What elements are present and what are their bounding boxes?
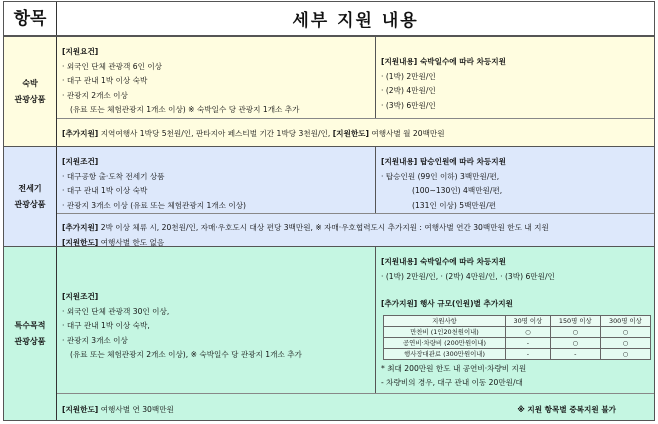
condition-note: (유료 또는 체험관광지 2개소 이상), ※ 숙박일수 당 관광지 1개소 추가 xyxy=(70,350,302,359)
table-cell: 행사장대관료 (300만원이내) xyxy=(384,348,506,359)
support-item: · 탑승인원 (99인 이하) 3백만원/편, xyxy=(381,171,500,181)
extra-cell xyxy=(57,121,654,148)
support-heading: 숙박일수에 따라 차등지원 xyxy=(417,257,506,266)
col-header: 30명 이상 xyxy=(506,315,551,326)
table-cell: ○ xyxy=(506,326,551,337)
condition-item: · 대구 관내 1박 이상 숙박 xyxy=(62,76,148,85)
category-line1: 특수목적 xyxy=(14,320,46,330)
extra-support-tag: [추가지원] xyxy=(381,299,418,308)
condition-item: · 관광지 3개소 이상 xyxy=(62,335,128,345)
col-header: 지원사항 xyxy=(384,315,506,326)
category-line1: 숙박 xyxy=(22,78,38,88)
category-line1: 전세기 xyxy=(18,183,42,193)
table-cell: - xyxy=(550,348,600,359)
support-note: * 최대 200만원 한도 내 공연비·차량비 지원 xyxy=(381,363,527,373)
support-cell xyxy=(376,49,654,119)
condition-item: · 외국인 단체 관광객 6인 이상 xyxy=(62,61,163,71)
row-lodging-tour xyxy=(4,37,654,147)
extra-support-heading: 행사 규모(인원)별 추가지원 xyxy=(417,299,513,308)
event-size-table xyxy=(383,315,651,360)
extra-tag: [추가지원] xyxy=(62,129,99,138)
header-title: 세부 지원 내용 xyxy=(292,11,419,31)
conditions-cell xyxy=(57,39,375,124)
category-special xyxy=(4,247,57,420)
limit-text: 여행사별 연 30백만원 xyxy=(98,405,174,414)
header-category-label: 항목 xyxy=(4,2,57,35)
table-header xyxy=(4,2,654,37)
row-divider xyxy=(57,213,654,214)
condition-note: (유료 또는 체험관광지 1개소 이상) ※ 숙박일수 당 관광지 1개소 추가 xyxy=(70,105,300,114)
limit-tag: [지원한도] xyxy=(332,129,369,138)
conditions-heading: [지원조건] xyxy=(62,292,99,301)
limit-text: 여행사별 월 20백만원 xyxy=(368,129,445,138)
condition-item: · 대구 관내 1박 이상 숙박, xyxy=(62,321,150,330)
table-cell: ○ xyxy=(600,326,650,337)
condition-item: · 대구공항 출·도착 전세기 상품 xyxy=(62,171,165,181)
support-item: (100~130인) 4백만원/편, xyxy=(412,186,503,195)
support-tag: [지원내용] xyxy=(381,257,418,266)
table-cell: - xyxy=(506,337,551,348)
conditions-heading: [지원조건] xyxy=(62,157,99,166)
extra-text: 지역여행사 1박당 5천원/인, 판타지아 페스티벌 기간 1박당 3천원/인, xyxy=(98,129,333,138)
row-special-purpose-tour xyxy=(4,247,654,420)
condition-item: · 관광지 3개소 이상 (유료 또는 체험관광지 1개소 이상) xyxy=(62,200,247,210)
conditions-heading: [지원요건] xyxy=(62,47,99,56)
extra-tag: [추가지원] xyxy=(62,223,99,232)
table-cell: ○ xyxy=(600,348,650,359)
table-cell: ○ xyxy=(550,326,600,337)
category-line2: 관광상품 xyxy=(14,199,46,209)
col-header: 150명 이상 xyxy=(550,315,600,326)
table-row xyxy=(384,326,651,337)
category-line2: 관광상품 xyxy=(14,336,46,346)
support-item: · (2박) 4만원/인 xyxy=(381,86,436,95)
table-cell: ○ xyxy=(600,337,650,348)
mini-table-header xyxy=(384,315,651,326)
support-item: · (1박) 2만원/인 xyxy=(381,71,436,81)
table-cell: 공연비·차량비 (200만원이내) xyxy=(384,337,506,348)
condition-item: · 관광지 2개소 이상 xyxy=(62,90,128,100)
support-table xyxy=(3,1,655,421)
support-cell xyxy=(376,249,654,397)
support-cell xyxy=(376,149,654,219)
condition-item: · 대구 관내 1박 이상 숙박 xyxy=(62,186,148,195)
row-divider xyxy=(57,393,654,394)
extra-text: 2박 이상 체류 시, 20천원/인, 자매·우호도시 대상 편당 3백만원, ※ 자매·우호협력도시 추가지원 : 여행사별 연간 30백만원 한도 내 지원 xyxy=(98,223,549,232)
category-lodging xyxy=(4,37,57,146)
duplicate-support-footnote: ※ 지원 항목별 중복지원 불가 xyxy=(517,405,616,414)
limit-tag: [지원한도] xyxy=(62,237,99,247)
row-divider xyxy=(57,118,654,119)
support-tag: [지원내용] xyxy=(381,157,418,166)
category-line2: 관광상품 xyxy=(14,94,46,104)
table-row xyxy=(384,348,651,359)
support-heading: 탑승인원에 따라 차등지원 xyxy=(417,157,506,166)
support-tag: [지원내용] xyxy=(381,57,418,66)
limit-text: 여행사별 한도 없음 xyxy=(98,237,165,247)
support-item: · (3박) 6만원/인 xyxy=(381,100,436,110)
table-row xyxy=(384,337,651,348)
support-item: (131인 이상) 5백만원/편 xyxy=(412,200,496,210)
support-note: - 차량비의 경우, 대구 관내 이동 20만원/대 xyxy=(381,378,523,387)
condition-item: · 외국인 단체 관광객 30인 이상, xyxy=(62,306,170,316)
extra-cell xyxy=(57,397,654,424)
limit-tag: [지원한도] xyxy=(62,405,99,414)
col-header: 300명 이상 xyxy=(600,315,650,326)
table-cell: ○ xyxy=(550,337,600,348)
conditions-cell xyxy=(57,149,375,219)
conditions-cell xyxy=(57,284,375,369)
category-charter xyxy=(4,147,57,246)
table-cell: - xyxy=(506,348,551,359)
table-cell: 만찬비 (1인20천원이내) xyxy=(384,326,506,337)
row-charter-tour xyxy=(4,147,654,247)
support-heading: 숙박일수에 따라 차등지원 xyxy=(417,57,506,66)
support-item: · (1박) 2만원/인, · (2박) 4만원/인, · (3박) 6만원/인 xyxy=(381,271,555,281)
